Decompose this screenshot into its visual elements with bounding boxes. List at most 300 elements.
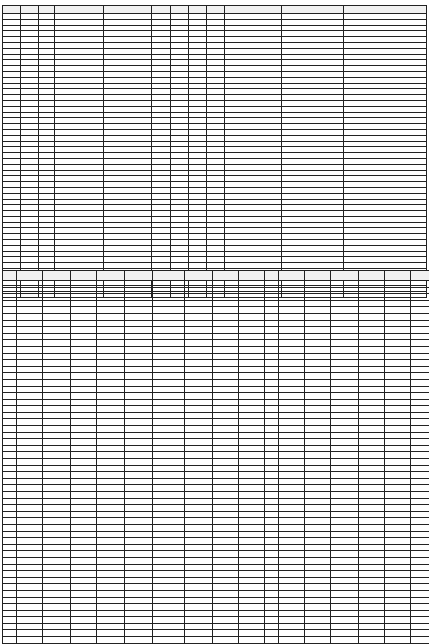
table-cell	[43, 584, 71, 591]
table-cell	[71, 412, 97, 419]
table-cell	[331, 577, 359, 584]
table-cell	[17, 366, 43, 373]
table-cell	[71, 419, 97, 426]
table-cell	[71, 610, 97, 617]
table-cell	[3, 426, 17, 433]
table-cell	[17, 524, 43, 531]
table-cell	[279, 557, 305, 564]
table-cell	[411, 399, 429, 406]
table-cell	[43, 346, 71, 353]
table-cell	[265, 577, 279, 584]
table-cell	[43, 564, 71, 571]
table-cell	[385, 327, 411, 334]
table-cell	[71, 360, 97, 367]
table-cell	[3, 551, 17, 558]
table-cell	[279, 577, 305, 584]
table-cell	[43, 452, 71, 459]
table-cell	[265, 564, 279, 571]
table-cell	[385, 571, 411, 578]
table-cell	[97, 637, 125, 644]
table-cell	[71, 604, 97, 611]
table-cell	[185, 406, 213, 413]
table-cell	[71, 426, 97, 433]
table-cell	[125, 439, 153, 446]
table-cell	[359, 419, 385, 426]
table-cell	[359, 393, 385, 400]
table-cell	[43, 432, 71, 439]
table-cell	[3, 492, 17, 499]
table-cell	[3, 340, 17, 347]
top-table-header-cell	[152, 6, 170, 14]
table-cell	[125, 498, 153, 505]
table-cell	[97, 610, 125, 617]
table-cell	[185, 564, 213, 571]
table-cell	[385, 637, 411, 644]
table-cell	[185, 511, 213, 518]
table-cell	[17, 485, 43, 492]
table-cell	[331, 327, 359, 334]
table-cell	[125, 551, 153, 558]
table-cell	[3, 307, 17, 314]
table-cell	[265, 432, 279, 439]
top-table-header-cell	[281, 6, 344, 14]
table-cell	[213, 399, 239, 406]
table-cell	[97, 366, 125, 373]
table-cell	[43, 544, 71, 551]
table-cell	[385, 584, 411, 591]
table-cell	[43, 511, 71, 518]
table-cell	[213, 511, 239, 518]
table-cell	[279, 524, 305, 531]
bottom-table-header-cell	[97, 271, 125, 281]
table-cell	[411, 478, 429, 485]
table-cell	[331, 452, 359, 459]
table-cell	[265, 472, 279, 479]
table-cell	[3, 544, 17, 551]
table-cell	[125, 340, 153, 347]
table-cell	[411, 637, 429, 644]
table-cell	[17, 564, 43, 571]
table-row	[3, 498, 429, 505]
table-cell	[331, 617, 359, 624]
table-cell	[3, 571, 17, 578]
table-cell	[331, 287, 359, 294]
table-cell	[411, 327, 429, 334]
table-cell	[125, 505, 153, 512]
table-cell	[239, 478, 265, 485]
table-row	[3, 360, 429, 367]
table-cell	[17, 313, 43, 320]
table-cell	[97, 544, 125, 551]
table-cell	[71, 313, 97, 320]
table-cell	[265, 630, 279, 637]
table-cell	[305, 399, 331, 406]
table-cell	[265, 452, 279, 459]
table-cell	[305, 327, 331, 334]
table-cell	[185, 346, 213, 353]
table-cell	[305, 617, 331, 624]
table-cell	[279, 419, 305, 426]
table-cell	[3, 346, 17, 353]
table-cell	[279, 571, 305, 578]
table-cell	[411, 511, 429, 518]
table-cell	[3, 412, 17, 419]
table-cell	[359, 333, 385, 340]
table-cell	[185, 498, 213, 505]
table-cell	[185, 538, 213, 545]
table-cell	[125, 584, 153, 591]
table-row	[3, 531, 429, 538]
table-cell	[3, 379, 17, 386]
table-cell	[43, 505, 71, 512]
table-cell	[213, 439, 239, 446]
table-cell	[43, 379, 71, 386]
table-cell	[43, 465, 71, 472]
table-cell	[3, 386, 17, 393]
table-cell	[411, 623, 429, 630]
table-cell	[305, 505, 331, 512]
table-cell	[43, 287, 71, 294]
table-cell	[411, 294, 429, 301]
table-cell	[213, 426, 239, 433]
table-cell	[213, 379, 239, 386]
table-cell	[185, 300, 213, 307]
table-cell	[411, 281, 429, 288]
table-cell	[97, 577, 125, 584]
table-cell	[97, 294, 125, 301]
table-cell	[279, 551, 305, 558]
table-cell	[305, 426, 331, 433]
table-row	[3, 419, 429, 426]
table-cell	[43, 623, 71, 630]
table-cell	[213, 419, 239, 426]
table-cell	[279, 538, 305, 545]
bottom-data-table	[2, 270, 429, 644]
table-cell	[411, 419, 429, 426]
table-cell	[265, 340, 279, 347]
bottom-table-header-cell	[265, 271, 279, 281]
table-cell	[359, 340, 385, 347]
table-row	[3, 333, 429, 340]
table-cell	[359, 439, 385, 446]
table-cell	[125, 360, 153, 367]
table-cell	[185, 393, 213, 400]
table-cell	[71, 485, 97, 492]
table-cell	[71, 379, 97, 386]
table-cell	[411, 518, 429, 525]
table-cell	[97, 531, 125, 538]
table-cell	[265, 597, 279, 604]
table-cell	[279, 590, 305, 597]
table-cell	[43, 518, 71, 525]
table-cell	[3, 452, 17, 459]
table-cell	[279, 544, 305, 551]
table-cell	[43, 538, 71, 545]
table-cell	[125, 577, 153, 584]
table-cell	[125, 465, 153, 472]
table-cell	[185, 584, 213, 591]
table-cell	[213, 544, 239, 551]
table-cell	[359, 571, 385, 578]
table-cell	[385, 300, 411, 307]
table-cell	[359, 531, 385, 538]
table-cell	[265, 637, 279, 644]
table-cell	[97, 524, 125, 531]
table-cell	[213, 531, 239, 538]
table-cell	[125, 432, 153, 439]
table-cell	[239, 419, 265, 426]
table-cell	[411, 386, 429, 393]
table-cell	[359, 564, 385, 571]
table-cell	[97, 419, 125, 426]
table-cell	[279, 379, 305, 386]
table-cell	[43, 459, 71, 466]
table-cell	[331, 373, 359, 380]
table-cell	[153, 505, 185, 512]
table-cell	[97, 353, 125, 360]
table-cell	[239, 505, 265, 512]
table-cell	[125, 313, 153, 320]
table-cell	[17, 590, 43, 597]
table-cell	[213, 551, 239, 558]
table-cell	[359, 459, 385, 466]
table-cell	[153, 637, 185, 644]
table-cell	[239, 294, 265, 301]
table-cell	[43, 313, 71, 320]
table-cell	[153, 360, 185, 367]
table-row	[3, 505, 429, 512]
table-cell	[125, 478, 153, 485]
table-cell	[265, 492, 279, 499]
table-row	[3, 564, 429, 571]
table-cell	[331, 478, 359, 485]
top-table-header-cell	[103, 6, 151, 14]
table-cell	[265, 485, 279, 492]
table-cell	[305, 478, 331, 485]
table-cell	[185, 505, 213, 512]
table-cell	[359, 498, 385, 505]
table-cell	[331, 393, 359, 400]
table-cell	[239, 360, 265, 367]
table-cell	[239, 353, 265, 360]
table-cell	[71, 623, 97, 630]
table-cell	[153, 379, 185, 386]
table-cell	[385, 465, 411, 472]
table-cell	[279, 630, 305, 637]
table-cell	[153, 551, 185, 558]
table-cell	[385, 544, 411, 551]
table-cell	[411, 313, 429, 320]
table-cell	[71, 346, 97, 353]
table-cell	[411, 492, 429, 499]
table-cell	[125, 445, 153, 452]
table-cell	[331, 557, 359, 564]
table-cell	[3, 320, 17, 327]
table-cell	[43, 617, 71, 624]
table-cell	[17, 544, 43, 551]
table-cell	[17, 630, 43, 637]
table-cell	[279, 452, 305, 459]
table-cell	[153, 300, 185, 307]
table-cell	[411, 531, 429, 538]
table-cell	[153, 604, 185, 611]
table-cell	[97, 426, 125, 433]
table-cell	[3, 313, 17, 320]
table-cell	[3, 399, 17, 406]
table-cell	[305, 544, 331, 551]
table-cell	[97, 498, 125, 505]
table-cell	[185, 472, 213, 479]
table-cell	[385, 333, 411, 340]
table-cell	[125, 412, 153, 419]
table-cell	[411, 412, 429, 419]
table-cell	[97, 505, 125, 512]
table-cell	[43, 373, 71, 380]
table-cell	[153, 511, 185, 518]
table-cell	[213, 320, 239, 327]
table-cell	[71, 366, 97, 373]
table-cell	[411, 577, 429, 584]
table-cell	[153, 294, 185, 301]
table-cell	[43, 340, 71, 347]
table-cell	[411, 333, 429, 340]
table-cell	[3, 478, 17, 485]
table-cell	[185, 373, 213, 380]
table-cell	[305, 557, 331, 564]
table-cell	[279, 498, 305, 505]
table-cell	[305, 294, 331, 301]
table-cell	[265, 412, 279, 419]
table-cell	[305, 623, 331, 630]
table-cell	[359, 637, 385, 644]
table-cell	[43, 492, 71, 499]
table-cell	[43, 366, 71, 373]
bottom-table-header-cell	[125, 271, 153, 281]
table-row	[3, 327, 429, 334]
table-cell	[17, 307, 43, 314]
table-cell	[359, 597, 385, 604]
table-cell	[125, 307, 153, 314]
bottom-table-header-cell	[153, 271, 185, 281]
table-cell	[71, 327, 97, 334]
table-cell	[153, 399, 185, 406]
table-cell	[331, 459, 359, 466]
table-cell	[359, 492, 385, 499]
table-cell	[71, 505, 97, 512]
table-cell	[43, 406, 71, 413]
table-cell	[185, 432, 213, 439]
table-cell	[3, 590, 17, 597]
table-row	[3, 393, 429, 400]
table-cell	[17, 584, 43, 591]
table-row	[3, 353, 429, 360]
table-cell	[43, 637, 71, 644]
table-cell	[153, 366, 185, 373]
table-cell	[3, 623, 17, 630]
table-cell	[411, 432, 429, 439]
table-cell	[3, 333, 17, 340]
table-cell	[411, 353, 429, 360]
table-cell	[97, 386, 125, 393]
table-cell	[279, 360, 305, 367]
table-cell	[43, 531, 71, 538]
table-cell	[331, 630, 359, 637]
table-cell	[3, 300, 17, 307]
table-cell	[153, 623, 185, 630]
table-cell	[97, 472, 125, 479]
table-cell	[359, 426, 385, 433]
table-cell	[71, 564, 97, 571]
table-cell	[97, 327, 125, 334]
table-cell	[153, 393, 185, 400]
table-cell	[213, 412, 239, 419]
table-cell	[239, 412, 265, 419]
table-cell	[411, 630, 429, 637]
table-cell	[359, 313, 385, 320]
table-cell	[153, 445, 185, 452]
table-cell	[385, 307, 411, 314]
table-row	[3, 538, 429, 545]
table-cell	[71, 498, 97, 505]
table-cell	[125, 623, 153, 630]
table-cell	[385, 379, 411, 386]
table-cell	[385, 485, 411, 492]
table-cell	[17, 386, 43, 393]
table-cell	[125, 393, 153, 400]
table-cell	[265, 610, 279, 617]
table-cell	[125, 597, 153, 604]
table-cell	[153, 478, 185, 485]
table-cell	[97, 478, 125, 485]
table-cell	[305, 465, 331, 472]
table-cell	[71, 478, 97, 485]
table-cell	[359, 610, 385, 617]
table-cell	[3, 393, 17, 400]
table-cell	[3, 360, 17, 367]
table-cell	[305, 445, 331, 452]
table-cell	[239, 538, 265, 545]
table-cell	[411, 307, 429, 314]
table-cell	[185, 281, 213, 288]
table-cell	[43, 478, 71, 485]
table-cell	[411, 564, 429, 571]
table-cell	[359, 590, 385, 597]
table-cell	[17, 610, 43, 617]
top-table-header-cell	[39, 6, 55, 14]
table-cell	[17, 340, 43, 347]
table-cell	[71, 320, 97, 327]
table-row	[3, 307, 429, 314]
table-cell	[385, 287, 411, 294]
table-cell	[153, 498, 185, 505]
table-cell	[213, 459, 239, 466]
table-cell	[153, 313, 185, 320]
table-cell	[239, 597, 265, 604]
table-cell	[153, 465, 185, 472]
table-cell	[385, 366, 411, 373]
table-cell	[279, 281, 305, 288]
table-cell	[125, 366, 153, 373]
table-cell	[385, 393, 411, 400]
table-cell	[411, 366, 429, 373]
table-cell	[185, 313, 213, 320]
table-cell	[125, 281, 153, 288]
table-cell	[411, 439, 429, 446]
table-row	[3, 366, 429, 373]
table-cell	[3, 524, 17, 531]
table-cell	[3, 577, 17, 584]
table-cell	[305, 360, 331, 367]
